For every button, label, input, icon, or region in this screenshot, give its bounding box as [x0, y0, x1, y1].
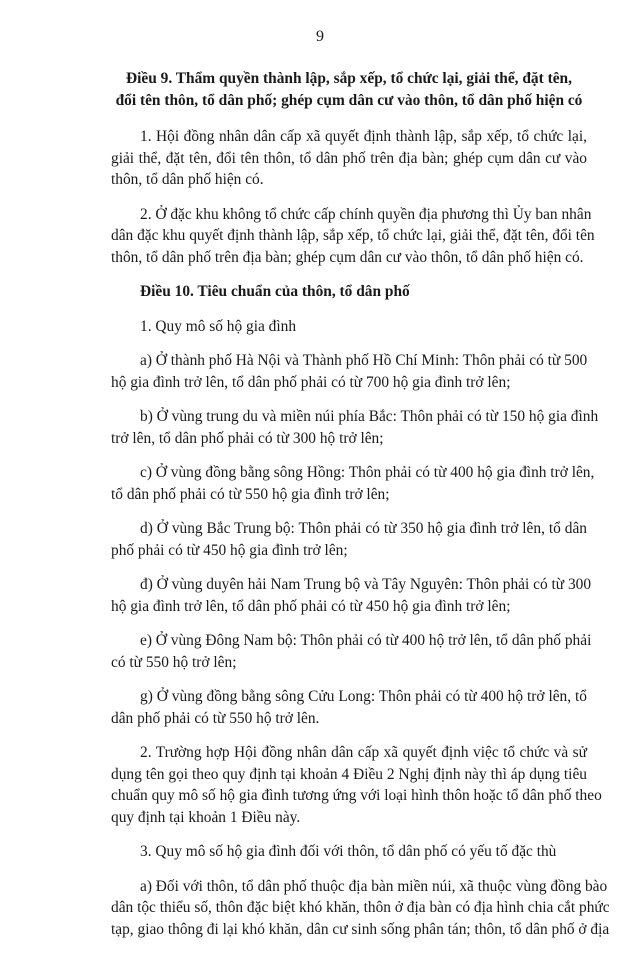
article-10-clause-3a [111, 876, 610, 941]
text-line: dụng tên gọi theo quy định tại khoản 4 Điều 2 Nghị định này thì áp dụng tiêu [111, 765, 587, 783]
text-line: c) Ở vùng đồng bằng sông Hồng: Thôn phải có từ 400 hộ gia đình trở lên, [140, 464, 595, 481]
article-9-clause-1 [111, 126, 587, 191]
article-10-clause-3-title: 3. Quy mô số hộ gia đình đối với thôn, tổ dân phố có yếu tố đặc thù [140, 843, 557, 860]
text-line: dân đặc khu quyết định thành lập, sắp xếp, tổ chức lại, giải thể, đặt tên, đổi tên [111, 227, 595, 244]
text-line: chuẩn quy mô số hộ gia đình tương ứng với loại hình thôn hoặc tổ dân phố theo [111, 787, 602, 804]
page-number: 9 [316, 28, 324, 45]
text-line: đ) Ở vùng duyên hải Nam Trung bộ và Tây Nguyên: Thôn phải có từ 300 [140, 576, 592, 593]
text-line: a) Đối với thôn, tổ dân phố thuộc địa bàn miền núi, xã thuộc vùng đồng bào [140, 877, 608, 895]
text-line: g) Ở vùng đồng bằng sông Cửu Long: Thôn phải có từ 400 hộ trở lên, tổ [140, 688, 587, 705]
text-line: trở lên, tổ dân phố phải có từ 300 hộ trở lên; [111, 429, 384, 447]
text-line: thôn, tổ dân phố hiện có. [111, 171, 264, 188]
text-line: quy định tại khoản 1 Điều này. [111, 808, 301, 826]
title-line: đổi tên thôn, tổ dân phố; ghép cụm dân cư vào thôn, tổ dân phố hiện có [115, 91, 583, 109]
text-line: a) Ở thành phố Hà Nội và Thành phố Hồ Chí Minh: Thôn phải có từ 500 [140, 352, 588, 369]
text-line: tạp, giao thông đi lại khó khăn, dân cư sinh sống phân tán; thôn, tổ dân phố ở địa [111, 920, 610, 938]
article-10-clause-2 [111, 742, 602, 828]
text-line: dân tộc thiểu số, thôn đặc biệt khó khăn, thôn ở địa bàn có địa hình chia cắt phức [111, 899, 610, 916]
article-9-clause-2 [111, 204, 595, 269]
text-line: d) Ở vùng Bắc Trung bộ: Thôn phải có từ 350 hộ gia đình trở lên, tổ dân [140, 520, 587, 537]
text-line: giải thể, đặt tên, đổi tên thôn, tổ dân phố trên địa bàn; ghép cụm dân cư vào [111, 149, 587, 167]
text-line: b) Ở vùng trung du và miền núi phía Bắc: Thôn phải có từ 150 hộ gia đình [140, 408, 599, 425]
article-9-title [111, 68, 587, 111]
text-line: dân phố phải có từ 550 hộ trở lên. [111, 709, 320, 727]
list-item-a [111, 350, 587, 393]
title-line: Điều 9. Thẩm quyền thành lập, sắp xếp, tổ chức lại, giải thể, đặt tên, [126, 70, 572, 87]
text-line: có từ 550 hộ trở lên; [111, 653, 237, 671]
text-line: hộ gia đình trở lên, tổ dân phố phải có từ 700 hộ gia đình trở lên; [111, 373, 511, 391]
text-line: 2. Trường hợp Hội đồng nhân dân cấp xã quyết định việc tổ chức và sử [140, 744, 587, 761]
text-line: 1. Hội đồng nhân dân cấp xã quyết định thành lập, sắp xếp, tổ chức lại, [140, 128, 587, 145]
list-item-g [111, 686, 587, 729]
document-body [111, 68, 610, 953]
text-line: phố phải có từ 450 hộ gia đình trở lên; [111, 541, 348, 559]
text-line: tổ dân phố phải có từ 550 hộ gia đình trở lên; [111, 485, 390, 503]
article-10-clause-1-title: 1. Quy mô số hộ gia đình [140, 317, 297, 335]
list-item-b [111, 406, 599, 449]
text-line: thôn, tổ dân phố trên địa bàn; ghép cụm dân cư vào thôn, tổ dân phố hiện có. [111, 248, 584, 266]
list-item-e [111, 630, 592, 673]
list-item-d [111, 518, 587, 561]
text-line: hộ gia đình trở lên, tổ dân phố phải có từ 450 hộ gia đình trở lên; [111, 597, 511, 615]
list-item-dd [111, 574, 592, 617]
list-item-c [111, 462, 595, 505]
text-line: e) Ở vùng Đông Nam bộ: Thôn phải có từ 400 hộ trở lên, tổ dân phố phải [140, 632, 592, 649]
article-10-title: Điều 10. Tiêu chuẩn của thôn, tổ dân phố [140, 283, 410, 300]
text-line: 2. Ở đặc khu không tổ chức cấp chính quyền địa phương thì Ủy ban nhân [140, 205, 592, 223]
